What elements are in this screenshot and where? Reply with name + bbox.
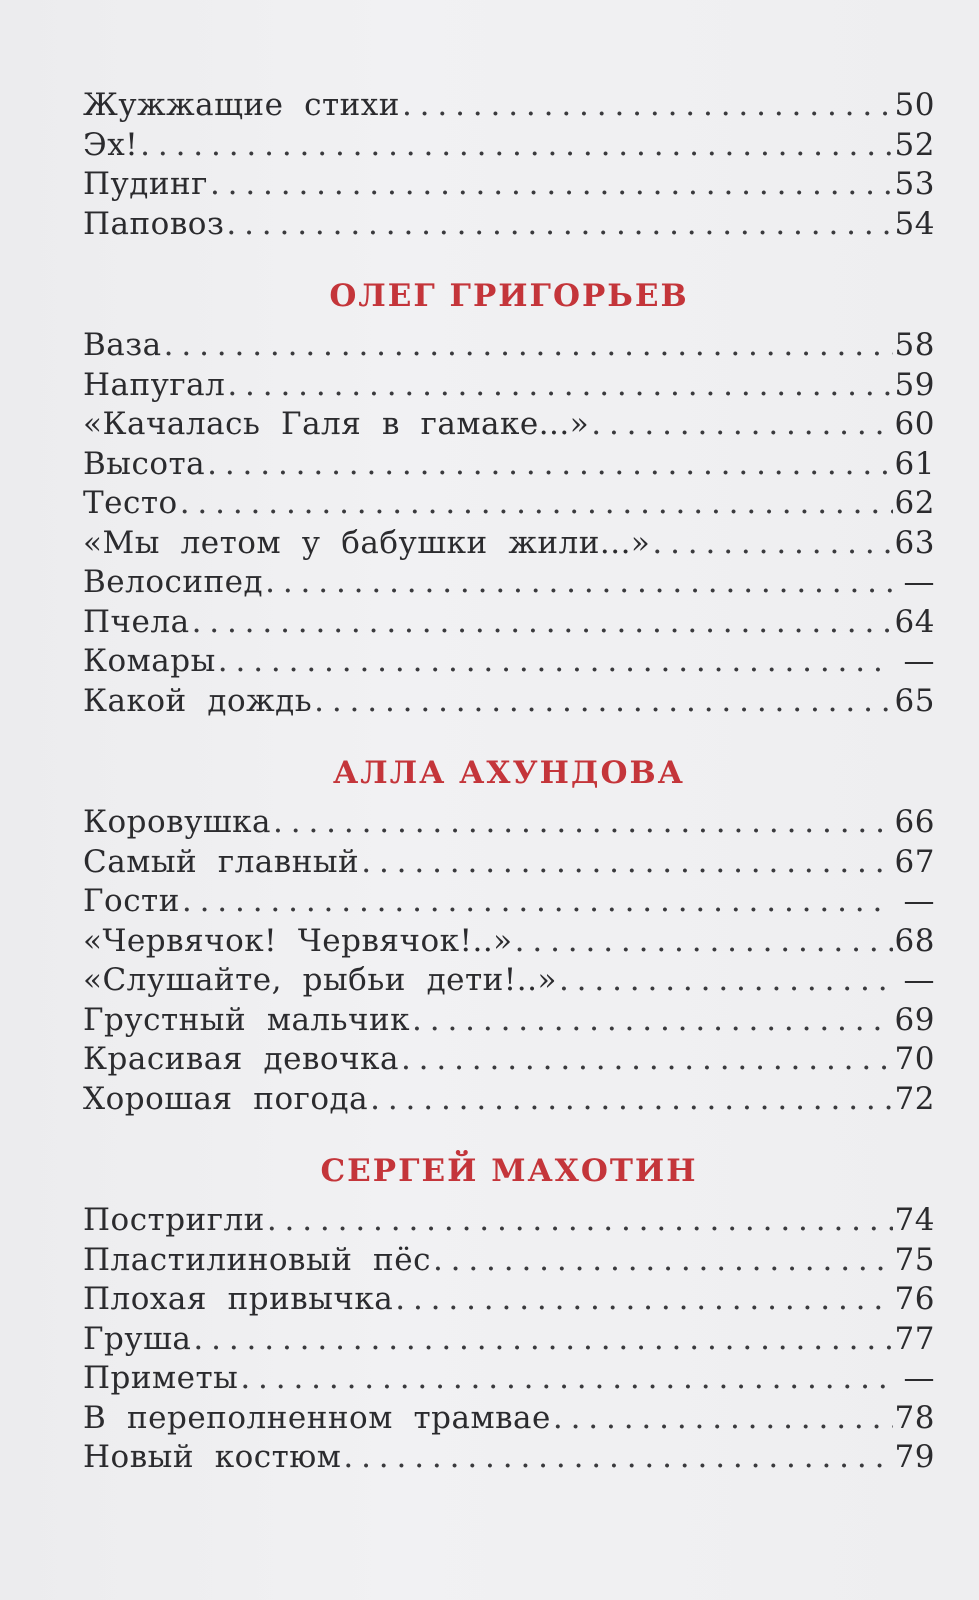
toc-entry bbox=[83, 603, 935, 643]
entry-page: — bbox=[903, 1360, 935, 1396]
entry-title: Какой дождь bbox=[83, 682, 313, 719]
entry-page: 54 bbox=[894, 205, 935, 242]
toc-entry bbox=[83, 1399, 935, 1439]
entry-page: 60 bbox=[894, 406, 935, 442]
entry-title: Самый главный bbox=[83, 843, 360, 880]
entry-title: Красивая девочка bbox=[83, 1041, 399, 1077]
toc-entry bbox=[83, 524, 935, 564]
entry-page: — bbox=[903, 643, 935, 679]
toc-entry bbox=[83, 326, 935, 366]
entry-page: 69 bbox=[894, 1001, 935, 1038]
entry-title: Пчела bbox=[83, 603, 190, 640]
entry-title: Паповоз bbox=[83, 205, 225, 242]
toc-section bbox=[83, 1201, 935, 1478]
dot-leader bbox=[210, 165, 893, 205]
dot-leader bbox=[182, 882, 893, 922]
toc-entry bbox=[83, 1320, 935, 1360]
dot-leader bbox=[559, 961, 893, 1001]
dot-leader bbox=[227, 366, 892, 406]
toc-entry bbox=[83, 445, 935, 485]
entry-page: 70 bbox=[894, 1041, 935, 1077]
entry-page: 52 bbox=[894, 126, 935, 163]
entry-title: «Качалась Галя в гамаке...» bbox=[83, 406, 590, 442]
entry-title: Пудинг bbox=[83, 166, 208, 202]
dot-leader bbox=[240, 1359, 893, 1399]
dot-leader bbox=[401, 1040, 893, 1080]
entry-page: 59 bbox=[894, 366, 935, 403]
toc-entry bbox=[83, 682, 935, 722]
toc-entry bbox=[83, 1080, 935, 1120]
toc-entry bbox=[83, 1001, 935, 1041]
toc-entry bbox=[83, 1438, 935, 1478]
entry-page: 65 bbox=[894, 682, 935, 719]
entry-title: В переполненном трамвае bbox=[83, 1399, 551, 1436]
toc-entry bbox=[83, 405, 935, 445]
dot-leader bbox=[370, 1080, 892, 1120]
toc-entry bbox=[83, 563, 935, 603]
author-heading: ОЛЕГ ГРИГОРЬЕВ bbox=[329, 278, 689, 314]
toc-entry bbox=[83, 922, 935, 962]
dot-leader bbox=[433, 1241, 893, 1281]
toc-entry bbox=[83, 165, 935, 205]
dot-leader bbox=[192, 603, 893, 643]
toc-entry bbox=[83, 366, 935, 406]
entry-title: Комары bbox=[83, 643, 216, 679]
dot-leader bbox=[164, 326, 893, 366]
dot-leader bbox=[652, 524, 892, 564]
toc-entry bbox=[83, 1201, 935, 1241]
entry-page: 67 bbox=[894, 843, 935, 880]
toc-entry bbox=[83, 642, 935, 682]
toc-entry bbox=[83, 86, 935, 126]
entry-page: 50 bbox=[894, 87, 935, 123]
entry-page: 78 bbox=[894, 1399, 935, 1436]
dot-leader bbox=[180, 484, 893, 524]
entry-title: Высота bbox=[83, 445, 206, 482]
entry-title: «Мы летом у бабушки жили...» bbox=[83, 524, 651, 561]
entry-title: Гости bbox=[83, 883, 180, 919]
toc-section bbox=[83, 326, 935, 721]
entry-page: 75 bbox=[894, 1241, 935, 1278]
entry-page: 74 bbox=[894, 1202, 935, 1238]
entry-page: 58 bbox=[894, 327, 935, 363]
dot-leader bbox=[591, 405, 892, 445]
entry-title: Хорошая погода bbox=[83, 1080, 369, 1117]
entry-title: Приметы bbox=[83, 1360, 239, 1396]
toc-section bbox=[83, 86, 935, 244]
entry-title: Тесто bbox=[83, 485, 178, 521]
toc-entry bbox=[83, 126, 935, 166]
entry-title: Ваза bbox=[83, 327, 162, 363]
toc-entry bbox=[83, 803, 935, 843]
entry-page: 72 bbox=[894, 1080, 935, 1117]
dot-leader bbox=[207, 445, 892, 485]
entry-title: Груша bbox=[83, 1320, 192, 1357]
toc-entry bbox=[83, 1241, 935, 1281]
entry-page: 66 bbox=[894, 804, 935, 840]
dot-leader bbox=[395, 1280, 892, 1320]
toc-entry bbox=[83, 1040, 935, 1080]
dot-leader bbox=[265, 563, 893, 603]
entry-title: Плохая привычка bbox=[83, 1281, 394, 1317]
entry-page: 61 bbox=[894, 445, 935, 482]
entry-page: 79 bbox=[894, 1439, 935, 1475]
entry-page: — bbox=[903, 883, 935, 919]
entry-title: Жужжащие стихи bbox=[83, 87, 400, 123]
author-heading: АЛЛА АХУНДОВА bbox=[333, 755, 685, 791]
dot-leader bbox=[402, 86, 893, 126]
toc-entry bbox=[83, 1280, 935, 1320]
entry-title: Грустный мальчик bbox=[83, 1001, 411, 1038]
entry-title: Новый костюм bbox=[83, 1439, 342, 1475]
entry-page: — bbox=[903, 962, 935, 998]
entry-title: Постригли bbox=[83, 1202, 265, 1238]
table-of-contents bbox=[83, 86, 935, 1478]
entry-title: Велосипед bbox=[83, 564, 264, 600]
toc-entry bbox=[83, 882, 935, 922]
toc-entry bbox=[83, 961, 935, 1001]
dot-leader bbox=[193, 1320, 892, 1360]
dot-leader bbox=[553, 1399, 893, 1439]
entry-page: — bbox=[903, 564, 935, 600]
toc-entry bbox=[83, 1359, 935, 1399]
entry-title: Пластилиновый пёс bbox=[83, 1241, 431, 1278]
dot-leader bbox=[361, 843, 892, 883]
entry-title: Напугал bbox=[83, 366, 226, 403]
dot-leader bbox=[273, 803, 893, 843]
toc-entry bbox=[83, 484, 935, 524]
entry-page: 64 bbox=[894, 603, 935, 640]
dot-leader bbox=[343, 1438, 892, 1478]
toc-entry bbox=[83, 205, 935, 245]
entry-page: 77 bbox=[894, 1320, 935, 1357]
author-heading: СЕРГЕЙ МАХОТИН bbox=[320, 1153, 698, 1189]
dot-leader bbox=[314, 682, 892, 722]
entry-page: 68 bbox=[894, 922, 935, 959]
entry-page: 53 bbox=[894, 166, 935, 202]
dot-leader bbox=[515, 922, 893, 962]
dot-leader bbox=[412, 1001, 893, 1041]
entry-page: 76 bbox=[894, 1281, 935, 1317]
entry-page: 63 bbox=[894, 524, 935, 561]
toc-section bbox=[83, 803, 935, 1119]
dot-leader bbox=[226, 205, 892, 245]
entry-title: «Червячок! Червячок!..» bbox=[83, 922, 513, 959]
entry-page: 62 bbox=[894, 485, 935, 521]
entry-title: Эх! bbox=[83, 126, 139, 163]
dot-leader bbox=[267, 1201, 893, 1241]
dot-leader bbox=[218, 642, 893, 682]
toc-entry bbox=[83, 843, 935, 883]
entry-title: «Слушайте, рыбьи дети!..» bbox=[83, 962, 557, 998]
entry-title: Коровушка bbox=[83, 804, 272, 840]
dot-leader bbox=[140, 126, 892, 166]
